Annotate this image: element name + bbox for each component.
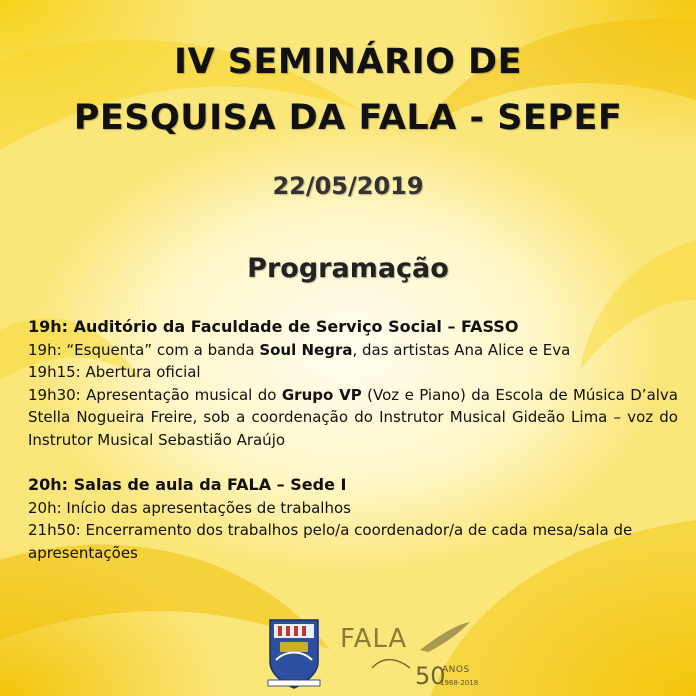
block1-item-3-pre: 19h30: Apresentação musical do xyxy=(28,385,282,404)
block2-heading: 20h: Salas de aula da FALA – Sede I xyxy=(28,475,347,494)
anniversary-word: ANOS xyxy=(442,665,470,675)
block1-item-3-post: (Voz e Piano) da Escola de Música D’alva Stella Nogueira Freire, sob a coordenação do Instrutor Musical Gideão Lima – voz do Instrutor Musical Sebastião Araújo xyxy=(28,385,679,449)
anniversary-number: 50 xyxy=(415,662,446,690)
block1-item-3-bold: Grupo VP xyxy=(281,385,362,404)
university-crest-icon xyxy=(268,620,320,688)
block2-item-1: 20h: Início das apresentações de trabalhos xyxy=(28,498,351,517)
anniversary-years: 1968-2018 xyxy=(440,679,479,687)
block1-item-1-post: , das artistas Ana Alice e Eva xyxy=(352,340,571,359)
block1-item-1-bold: Soul Negra xyxy=(259,340,353,359)
event-date: 22/05/2019 xyxy=(272,172,424,200)
block1-item-2: 19h15: Abertura oficial xyxy=(28,363,201,381)
title-line-2: PESQUISA DA FALA - SEPEF xyxy=(73,98,623,138)
flourish-icon xyxy=(372,660,410,668)
section-title: Programação xyxy=(247,253,449,284)
block1-heading: 19h: Auditório da Faculdade de Serviço Social – FASSO xyxy=(28,317,519,336)
quill-icon xyxy=(420,622,470,652)
block2-item-2: 21h50: Encerramento dos trabalhos pelo/a coordenador/a de cada mesa/sala de apresentações xyxy=(28,521,633,562)
block1-item-1-pre: 19h: “Esquenta” com a banda xyxy=(28,340,260,359)
title-line-1: IV SEMINÁRIO DE xyxy=(173,42,522,82)
fala-logo-text: FALA xyxy=(340,624,408,654)
